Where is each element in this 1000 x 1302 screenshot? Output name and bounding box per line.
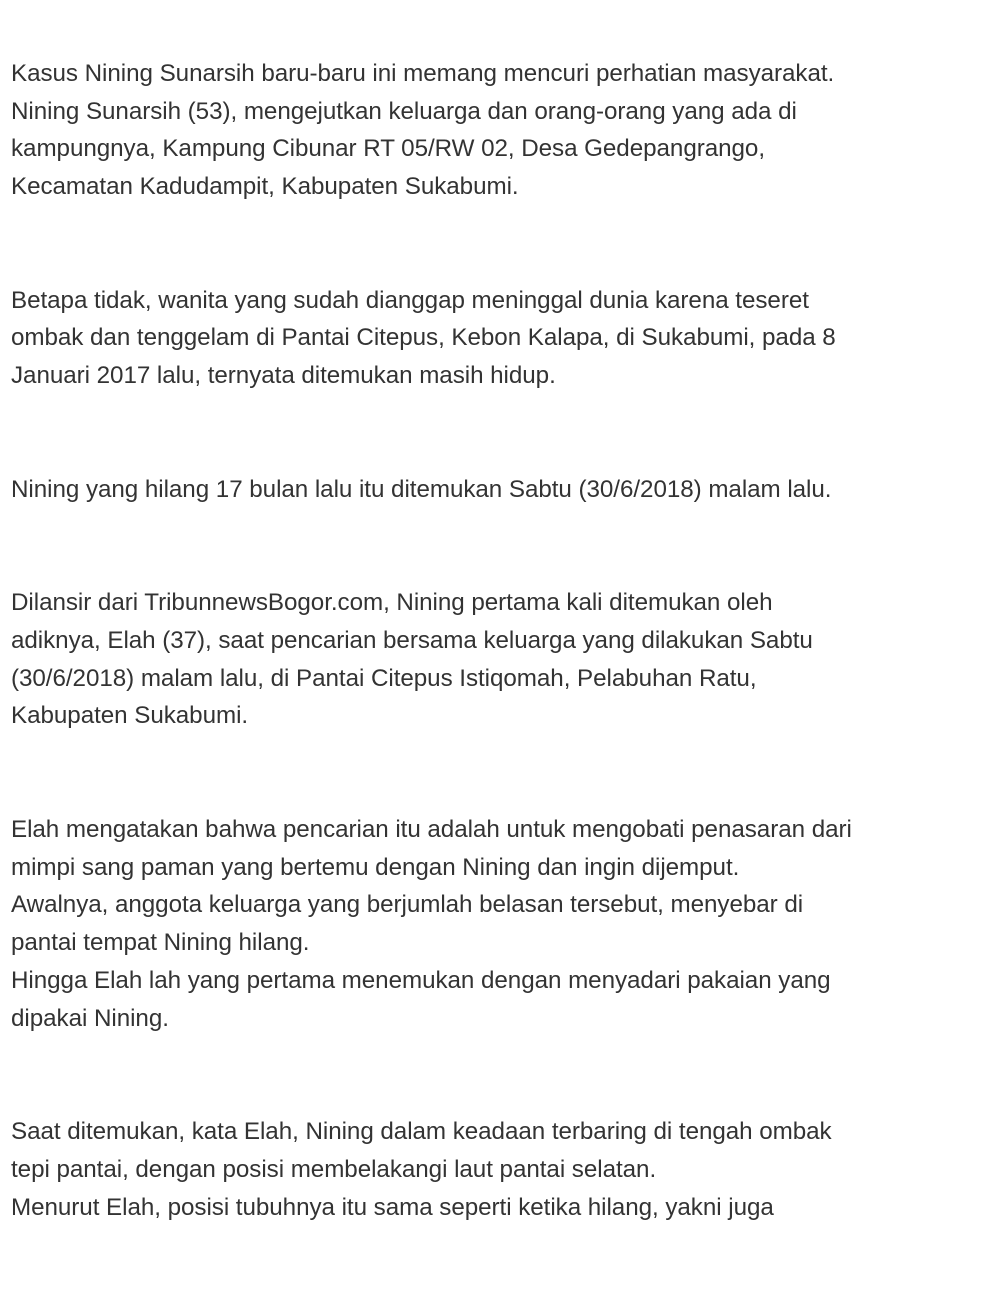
article-body [11,17,986,1302]
article-paragraph: Betapa tidak, wanita yang sudah dianggap meninggal dunia karena teseret ombak dan tenggelam di Pantai Citepus, Kebon Kalapa, di Sukabumi, pada 8 Januari 2017 lalu, ternyata ditemukan masih hidup. [11,286,836,390]
article-paragraph: Saat ditemukan, kata Elah, Nining dalam keadaan terbaring di tengah ombak tepi pantai, dengan posisi membelakangi laut pantai selatan. Menurut Elah, posisi tubuhnya itu sama seperti ketika hilang, yakni juga [11,1118,832,1221]
article-paragraph: Kasus Nining Sunarsih baru-baru ini memang mencuri perhatian masyarakat. Nining Sunarsih (53), mengejutkan keluarga dan orang-orang yang ada di kampungnya, Kampung Cibunar RT 05/RW 02, Desa Gedepangrango, Kecamatan Kadudampit, Kabupaten Sukabumi. [11,59,835,201]
article-paragraph: Elah mengatakan bahwa pencarian itu adalah untuk mengobati penasaran dari mimpi sang paman yang bertemu dengan Nining dan ingin dijemput. Awalnya, anggota keluarga yang berjumlah belasan tersebut, menyebar di pantai tempat Nining hilang. Hingga Elah lah yang pertama menemukan dengan menyadari pakaian yang dipakai Nining. [11,815,852,1032]
article-paragraph: Dilansir dari TribunnewsBogor.com, Nining pertama kali ditemukan oleh adiknya, Elah (37), saat pencarian bersama keluarga yang dilakukan Sabtu (30/6/2018) malam lalu, di Pantai Citepus Istiqomah, Pelabuhan Ratu, Kabupaten Sukabumi. [11,588,813,730]
article-paragraph: Nining yang hilang 17 bulan lalu itu ditemukan Sabtu (30/6/2018) malam lalu. [11,475,832,503]
